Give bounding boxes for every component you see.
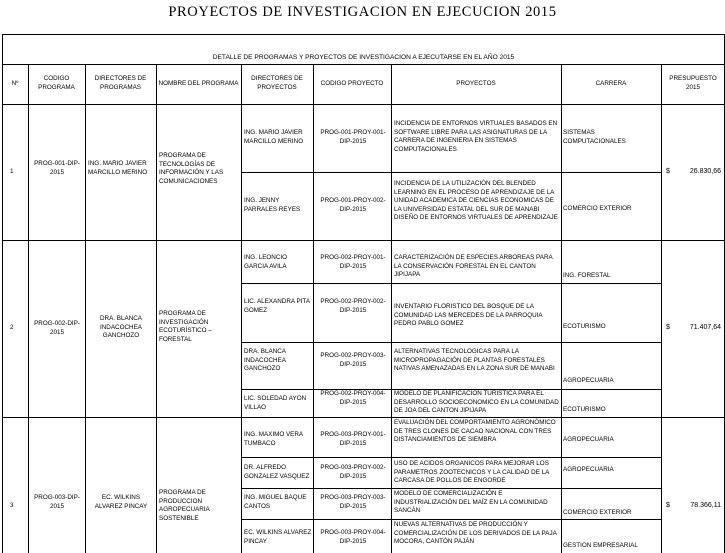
budget-amount: 26.830,66 xyxy=(689,168,721,175)
project-director: ING. MIGUEL BAQUE CANTOS xyxy=(244,494,307,510)
project-director: DRA. BLANCA INDACOCHEA GANCHOZO xyxy=(244,348,286,373)
project-title: CARACTERIZACIÓN DE ESPECIES ARBOREAS PARA LA CONSERVACIÓN FORESTAL EN EL CANTON JIPIJAPA xyxy=(394,254,553,279)
header-directores-proyectos: DIRECTORES DE PROYECTOS xyxy=(251,75,303,91)
row-border xyxy=(241,283,661,284)
project-director: ING. MAXIMO VERA TUMBACO xyxy=(244,431,303,447)
project-career: AGROPECUARIA xyxy=(563,377,614,384)
header-codigo-proyecto: CODIGO PROYECTO xyxy=(320,79,384,87)
project-career: COMERCIO EXTERIOR xyxy=(563,205,632,212)
program-code: PROG-002-DIP-2015 xyxy=(34,320,80,336)
program-name: PROGRAMA DE INVESTIGACIÓN ECOTURÍSTICO – FORESTAL xyxy=(159,310,212,343)
table-border-top xyxy=(2,34,725,35)
project-director: ING. LEONCIO GARCIA AVILA xyxy=(244,254,288,270)
project-title: MODELO DE COMERCIALIZACIÓN E INDUSTRIALIZACIÓN DEL MAÍZ EN LA COMUNIDAD SANCÁN xyxy=(394,490,548,515)
header-carrera: CARRERA xyxy=(595,79,627,87)
project-title: INCIDENCIA DE ENTORNOS VIRTUALES BASADOS EN SOFTWARE LIBRE PARA LAS ASIGNATURAS DE LA CARRERA DE INGENIERIA EN SISTEMAS COMPUTACIONALES xyxy=(394,120,558,153)
row-border xyxy=(241,457,661,458)
page-title: PROYECTOS DE INVESTIGACION EN EJECUCION 2015 xyxy=(168,4,557,20)
project-title: USO DE ACIDOS ORGANICOS PARA MEJORAR LOS PARAMETROS ZOOTECNICOS Y LA CALIDAD DE LA CARCASA DE POLLOS DE ENGORDE xyxy=(394,460,550,485)
col-sep-4 xyxy=(241,64,242,553)
project-director: EC. WILKINS ALVAREZ PINCAY xyxy=(244,529,312,545)
project-code: PROG-002-PROY-004-DIP-2015 xyxy=(320,390,386,406)
budget-currency: $ xyxy=(666,324,670,331)
col-sep-2 xyxy=(85,64,86,553)
project-code: PROG-001-PROY-002-DIP-2015 xyxy=(320,197,386,213)
project-title: ALTERNATIVAS TECNOLOGICAS PARA LA MICROPROPAGACIÓN DE PLANTAS FORESTALES NATIVAS AMENAZADAS EN LA ZONA SUR DE MANABI xyxy=(394,348,555,373)
project-code: PROG-003-PROY-002-DIP-2015 xyxy=(320,464,386,480)
budget-amount: 71.407,64 xyxy=(689,324,721,331)
header-n: Nº xyxy=(11,79,19,87)
project-title: INVENTARIO FLORISTICO DEL BOSQUE DE LA COMUNIDAD LAS MERCEDES DE LA PARROQUIA PEDRO PABLO GOMEZ xyxy=(394,303,543,328)
project-career: COMERCIO EXTERIOR xyxy=(563,509,632,516)
budget-amount: 78.366,11 xyxy=(690,502,721,509)
project-career: ECOTURISMO xyxy=(563,323,606,330)
budget-currency: $ xyxy=(666,168,670,175)
program-name: PROGRAMA DE TECNOLOGÍAS DE INFORMACIÓN Y LAS COMUNICACIONES xyxy=(159,152,224,185)
project-director: DR. ALFREDO GONZALEZ VASQUEZ xyxy=(244,464,310,480)
project-career: AGROPECUARIA xyxy=(563,436,614,443)
header-border xyxy=(2,104,725,105)
row-border xyxy=(241,519,661,520)
project-code: PROG-002-PROY-001-DIP-2015 xyxy=(320,254,386,270)
group-border-2 xyxy=(2,417,725,418)
table-subtitle: DETALLE DE PROGRAMAS Y PROYECTOS DE INVESTIGACION A EJECUTARSE EN EL AÑO 2015 xyxy=(212,53,515,61)
project-title: NUEVAS ALTERNATIVAS DE PRODUCCIÓN Y COMERCIALIZACIÓN DE LOS DERIVADOS DE LA PAJA MOCORA, CANTÓN PAJÁN xyxy=(394,521,557,546)
project-career: AGROPECUARIA xyxy=(563,466,614,473)
program-number: 1 xyxy=(10,168,14,175)
header-codigo-programa: CODIGO PROGRAMA xyxy=(38,75,75,91)
header-directores-programas: DIRECTORES DE PROGRAMAS xyxy=(94,75,147,91)
project-title: INCIDENCIA DE LA UTILIZACIÓN DEL BLENDED LEARNING EN EL PROCESO DE APRENDIZAJE DE LA UNIDAD ACADEMICA DE CIENCIAS ECONOMICAS DE LA UNIVERSIDAD ESTATAL DEL SUR DE MANABI DISEÑO DE ENTORNOS VIRTUALES DE APRENDIZAJE xyxy=(394,180,558,222)
project-code: PROG-001-PROY-001-DIP-2015 xyxy=(320,129,386,145)
project-director: LIC. ALEXANDRA PITA GOMEZ xyxy=(244,298,310,314)
program-director: EC. WILKINS ALVAREZ PINCAY xyxy=(94,494,148,510)
project-code: PROG-003-PROY-004-DIP-2015 xyxy=(320,529,386,545)
header-presupuesto: PRESUPUESTO 2015 xyxy=(669,75,717,91)
project-career: SISTEMAS COMPUTACIONALES xyxy=(563,129,626,145)
project-code: PROG-002-PROY-003-DIP-2015 xyxy=(320,352,386,368)
project-career: ECOTURISMO xyxy=(563,406,606,413)
project-code: PROG-003-PROY-001-DIP-2015 xyxy=(320,431,386,447)
col-sep-6 xyxy=(391,64,392,553)
project-director: ING. MARIO JAVIER MARCILLO MERINO xyxy=(244,129,304,145)
header-proyectos: PROYECTOS xyxy=(456,79,496,87)
header-nombre-programa: NOMBRE DEL PROGRAMA xyxy=(158,79,239,87)
col-sep-7 xyxy=(561,64,562,553)
program-code: PROG-003-DIP-2015 xyxy=(34,494,80,510)
program-director: ING. MARIO JAVIER MARCILLO MERINO xyxy=(88,160,148,176)
col-sep-1 xyxy=(28,64,29,553)
group-border-1 xyxy=(2,240,725,241)
project-director: LIC. SOLEDAD AYON VILLAO xyxy=(244,395,307,411)
program-name: PROGRAMA DE PRODUCCION AGROPECUARIA SOSTENIBLE xyxy=(159,489,210,522)
row-border xyxy=(241,342,661,343)
table-border-left xyxy=(2,34,3,553)
budget-currency: $ xyxy=(666,502,670,509)
project-title: MODELO DE PLANIFICACIÓN TURISTICA PARA EL DESARROLLO SOCIOECONOMICO EN LA COMUNIDAD DE JOA DEL CANTON JIPIJAPA xyxy=(394,390,559,415)
project-career: GESTION EMPRESARIAL xyxy=(563,542,638,549)
project-title: EVALUACIÓN DEL COMPORTAMIENTO AGRONÓMICO DE TRES CLONES DE CACAO NACIONAL CON TRES DISTANCIAMIENTOS DE SIEMBRA xyxy=(394,419,556,444)
col-sep-5 xyxy=(313,64,314,553)
project-code: PROG-003-PROY-003-DIP-2015 xyxy=(320,494,386,510)
program-code: PROG-001-DIP-2015 xyxy=(34,160,80,176)
project-code: PROG-002-PROY-002-DIP-2015 xyxy=(320,298,386,314)
program-number: 3 xyxy=(10,502,14,509)
program-director: DRA. BLANCA INDACOCHEA GANCHOZO xyxy=(100,315,142,340)
row-border xyxy=(241,488,661,489)
project-career: ING. FORESTAL xyxy=(563,272,611,279)
project-director: ING. JENNY PARRALES REYES xyxy=(244,197,301,213)
col-sep-8 xyxy=(661,64,662,553)
row-border xyxy=(241,172,661,173)
col-sep-3 xyxy=(156,64,157,553)
program-number: 2 xyxy=(10,324,14,331)
